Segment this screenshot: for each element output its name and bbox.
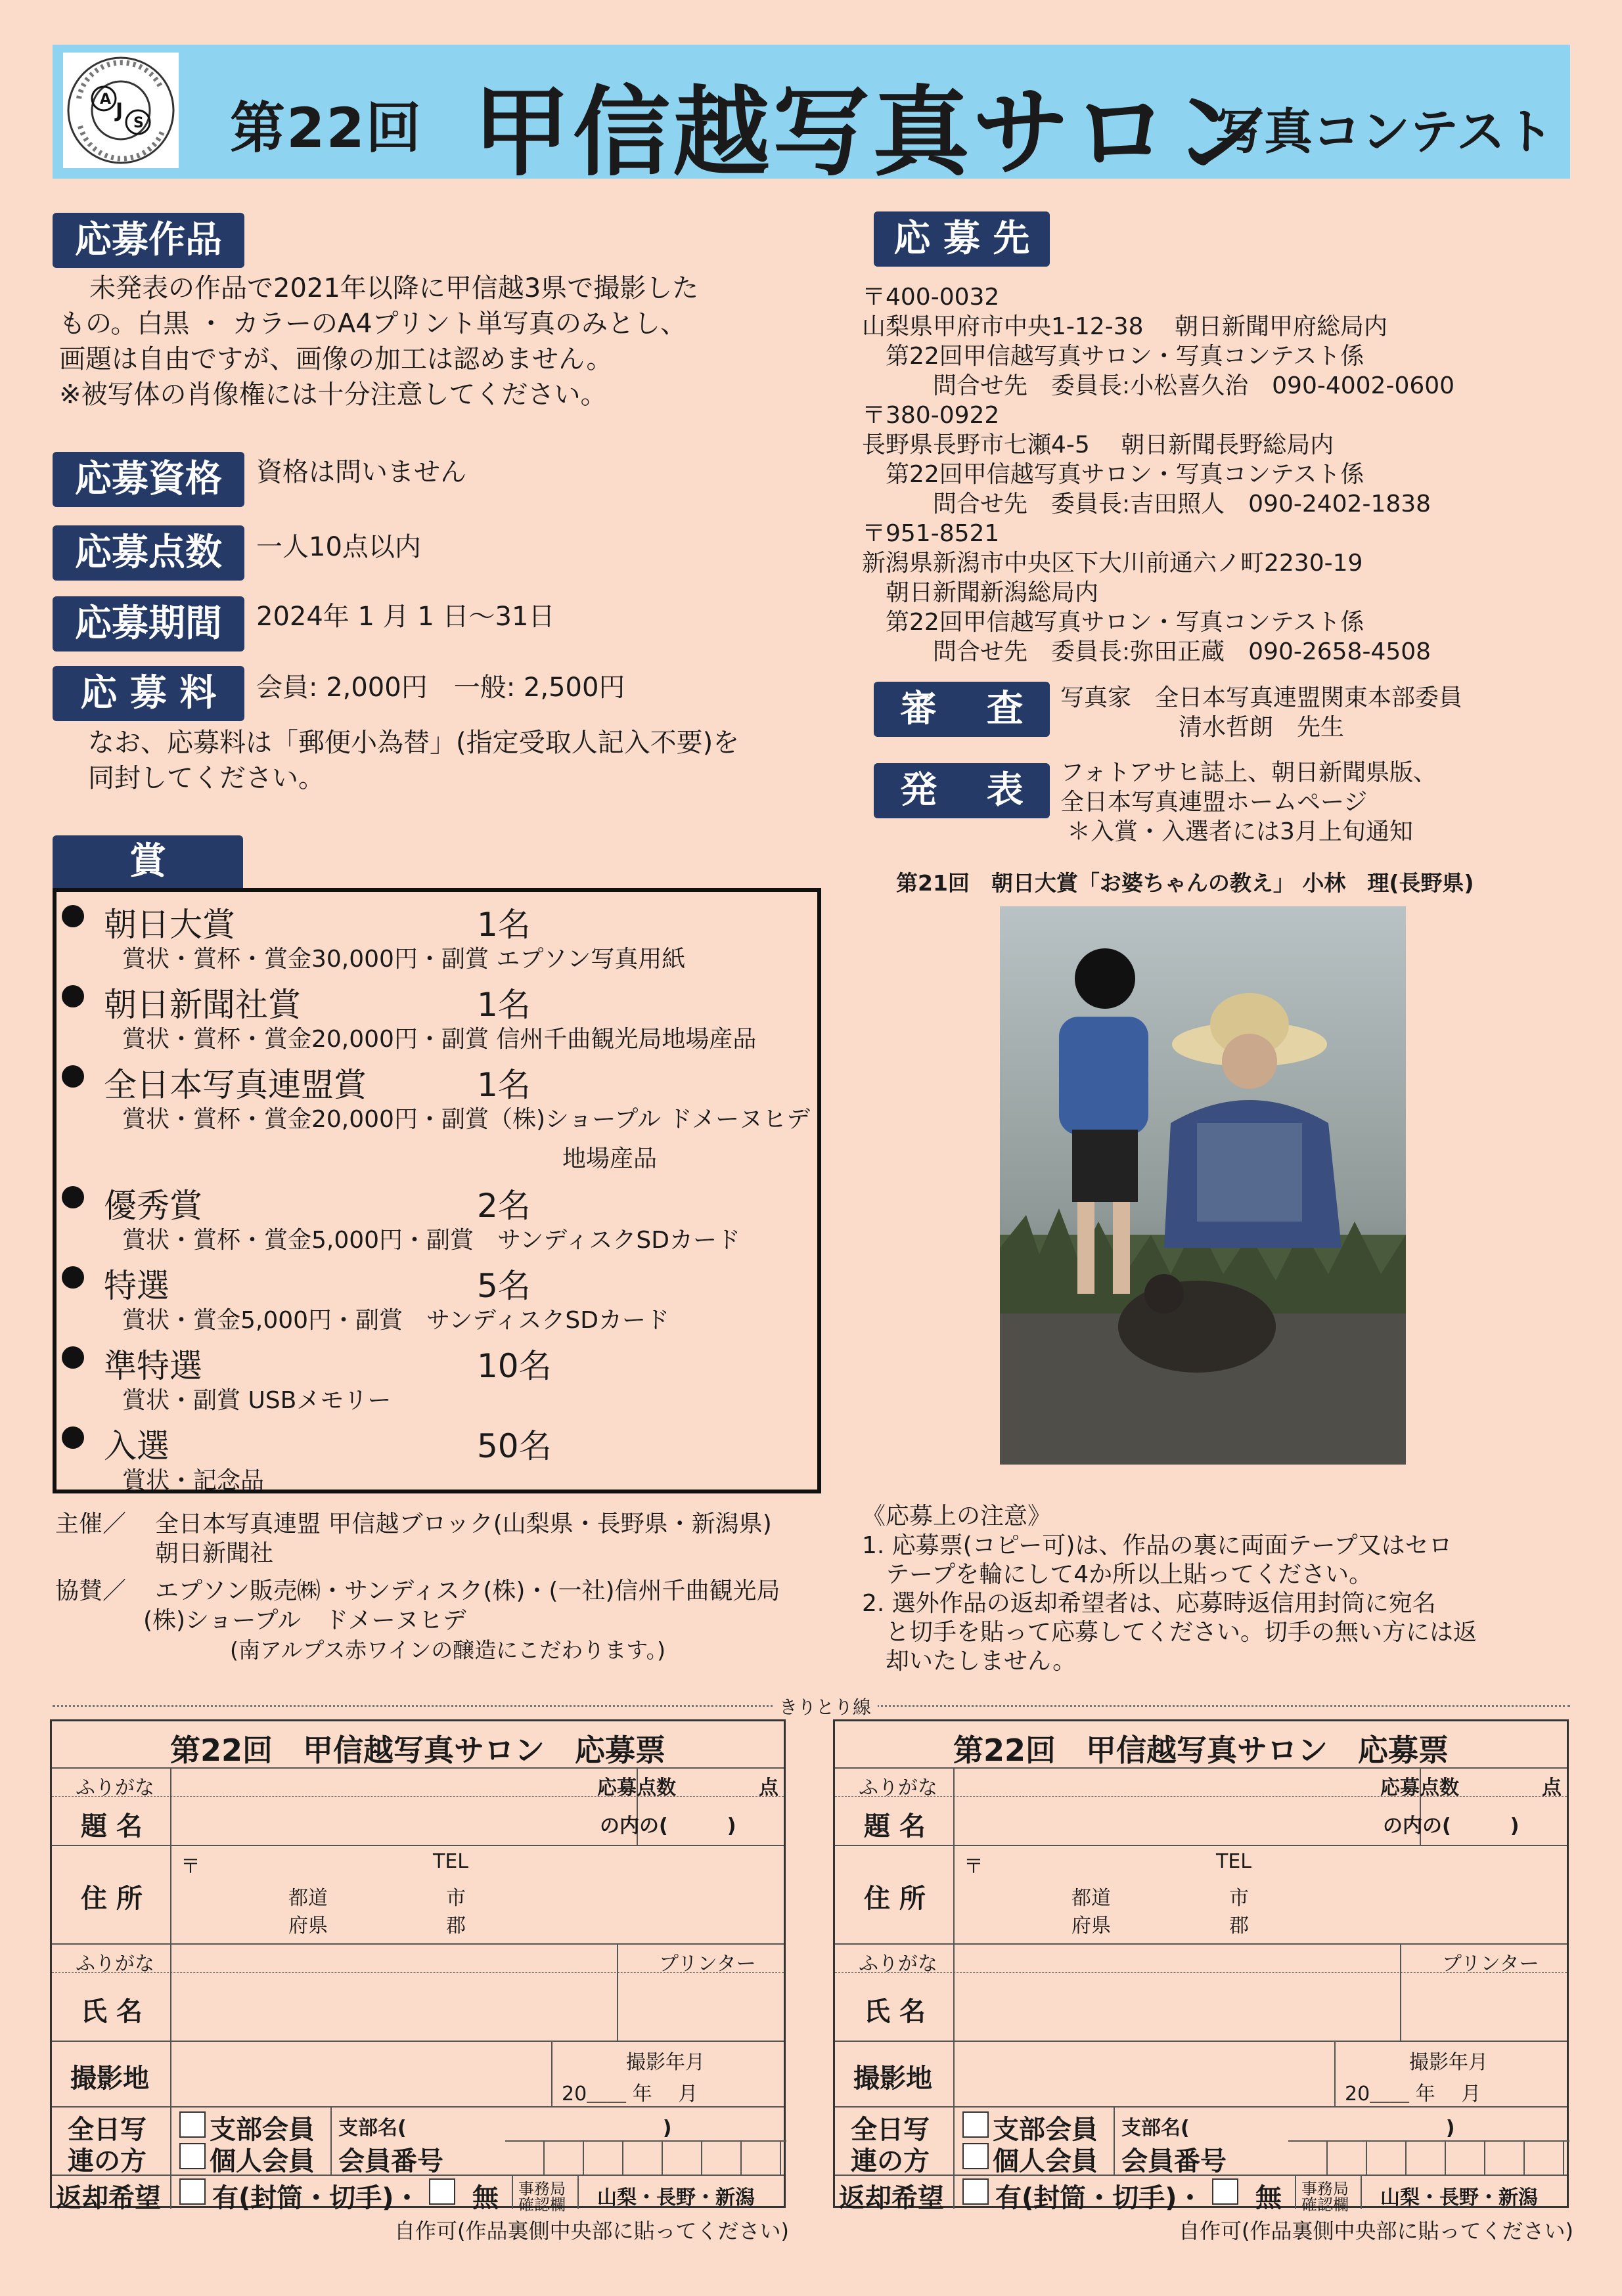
name-furigana-field[interactable] bbox=[170, 1943, 618, 1972]
location-field[interactable] bbox=[170, 2041, 552, 2106]
form-note-left: 自作可(作品裏側中央部に貼ってください) bbox=[394, 2219, 789, 2243]
form-title: 第22回 甲信越写真サロン 応募票 bbox=[169, 1733, 665, 1768]
individual-member-checkbox[interactable] bbox=[962, 2143, 989, 2169]
printer-field[interactable] bbox=[618, 1972, 784, 2041]
bullet-icon bbox=[62, 1266, 84, 1289]
support-text: エプソン販売㈱・サンディスク(株)・(一社)信州千曲観光局 (株)ショープル ドメーヌヒデ (南アルプス赤ワインの醸造にこだわります。) bbox=[143, 1578, 780, 1663]
qualification-label: 応募資格 bbox=[53, 452, 244, 507]
qualification-value: 資格は問いません bbox=[256, 457, 466, 487]
address-field[interactable] bbox=[953, 1845, 1567, 1943]
individual-member-checkbox[interactable] bbox=[179, 2143, 206, 2169]
shot-date-field[interactable]: 20＿＿ 年 月 bbox=[562, 2083, 698, 2106]
prizes-label: 賞 bbox=[53, 835, 243, 888]
notes-text: 1. 応募票(コピー可)は、作品の裏に両面テープ又はセロ テープを輪にして4か所以上貼ってください。 2. 選外作品の返却希望者は、応募時返信用封筒に宛名 と切手を貼って応募してください。切手の無い方には返 却いたしません。 bbox=[862, 1532, 1477, 1675]
subject-furigana-field[interactable] bbox=[953, 1767, 1421, 1796]
award-photo bbox=[1000, 906, 1406, 1465]
name-field[interactable] bbox=[953, 1972, 1401, 2041]
announce-label: 発 表 bbox=[874, 763, 1050, 818]
notes-title: 《応募上の注意》 bbox=[862, 1503, 1052, 1530]
form-note-right: 自作可(作品裏側中央部に貼ってください) bbox=[1179, 2219, 1573, 2243]
fee-value: 会員: 2,000円 一般: 2,500円 bbox=[256, 673, 625, 703]
form-title: 第22回 甲信越写真サロン 応募票 bbox=[953, 1733, 1449, 1768]
location-field[interactable] bbox=[953, 2041, 1336, 2106]
subject-furigana-field[interactable] bbox=[170, 1767, 638, 1796]
name-furigana-field[interactable] bbox=[953, 1943, 1401, 1972]
photo-caption: 第21回 朝日大賞「お婆ちゃんの教え」 小林 理(長野県) bbox=[896, 870, 1474, 896]
announce-text: フォトアサヒ誌上、朝日新聞県版、 全日本写真連盟ホームページ ＊入賞・入選者には3月上旬通知 bbox=[1060, 759, 1437, 845]
entry-form-left: 第22回 甲信越写真サロン 応募票 ふりがな 応募点数 点 題 名 の内の( ) 住 所 〒 TEL 都道 府県 市 郡 ふりがな プリンター 氏 名 撮影地 撮影年月 20＿＿ 年 月 全日写 連の方 支部会員 個人会員 支部名( ) 会員番号 返却希望 有(封筒・切手)・ 無 事務局 確認欄 山梨・長野・新潟 bbox=[50, 1719, 786, 2208]
prizes-box: 朝日大賞 1名 賞状・賞杯・賞金30,000円・副賞 エプソン写真用紙 朝日新聞社賞 1名 賞状・賞杯・賞金20,000円・副賞 信州千曲観光局地場産品 全日本写真連盟賞 1名 賞状・賞杯・賞金20,000円・副賞（株)ショープル ドメーヌヒデ 地場産品 優秀賞 2名 賞状・賞杯・賞金5,000円・副賞 サンディスクSDカード 特選 5名 賞状・賞金5,000円・副賞 サンディスクSDカード 準特選 10名 賞状・副賞 USBメモリー 入選 50名 賞状・記念品 bbox=[53, 888, 821, 1493]
address-field[interactable] bbox=[170, 1845, 784, 1943]
bullet-icon bbox=[62, 985, 84, 1007]
bullet-icon bbox=[62, 1065, 84, 1088]
entry-count-label: 応募点数 bbox=[53, 525, 244, 581]
return-no-checkbox[interactable] bbox=[429, 2178, 455, 2205]
entry-count-value: 一人10点以内 bbox=[256, 532, 421, 562]
fee-note: なお、応募料は「郵便小為替」(指定受取人記入不要)を 同封してください。 bbox=[88, 728, 740, 793]
branch-name-field[interactable]: 支部名( ) bbox=[338, 2117, 672, 2140]
return-no-checkbox[interactable] bbox=[1212, 2178, 1238, 2205]
organizer-label: 主催／ bbox=[55, 1511, 127, 1537]
judge-label: 審 査 bbox=[874, 682, 1050, 737]
ajs-logo bbox=[63, 53, 179, 168]
support-label: 協賛／ bbox=[55, 1578, 127, 1604]
branch-member-checkbox[interactable] bbox=[962, 2111, 989, 2138]
bullet-icon bbox=[62, 1346, 84, 1369]
salon-subtitle: 写真コンテスト bbox=[1215, 104, 1554, 160]
name-field[interactable] bbox=[170, 1972, 618, 2041]
salon-title: 甲信越写真サロン bbox=[473, 76, 1272, 189]
header-banner bbox=[53, 45, 1570, 189]
svg-text:A: A bbox=[100, 91, 112, 108]
entry-work-label: 応募作品 bbox=[53, 213, 244, 268]
period-label: 応募期間 bbox=[53, 596, 244, 651]
shot-date-field[interactable]: 20＿＿ 年 月 bbox=[1345, 2083, 1481, 2106]
edition-number: 第22回 bbox=[230, 96, 422, 160]
branch-name-field[interactable]: 支部名( ) bbox=[1121, 2117, 1455, 2140]
subject-field[interactable] bbox=[953, 1796, 1421, 1845]
entry-work-text: 未発表の作品で2021年以降に甲信越3県で撮影した もの。白黒 ・ カラーのA4プリント単写真のみとし、 画題は自由ですが、画像の加工は認めません。 ※被写体の肖像権には十分注意してください。 bbox=[59, 273, 699, 410]
branch-member-checkbox[interactable] bbox=[179, 2111, 206, 2138]
printer-field[interactable] bbox=[1401, 1972, 1567, 2041]
subject-field[interactable] bbox=[170, 1796, 638, 1845]
judge-text: 写真家 全日本写真連盟関東本部委員 清水哲朗 先生 bbox=[1060, 684, 1463, 741]
return-yes-checkbox[interactable] bbox=[179, 2178, 206, 2205]
return-yes-checkbox[interactable] bbox=[962, 2178, 989, 2205]
svg-text:J: J bbox=[116, 99, 124, 122]
fee-label: 応 募 料 bbox=[53, 666, 244, 721]
bullet-icon bbox=[62, 905, 84, 927]
destination-label: 応 募 先 bbox=[874, 211, 1050, 267]
bullet-icon bbox=[62, 1426, 84, 1449]
member-number-field[interactable] bbox=[505, 2140, 786, 2176]
bullet-icon bbox=[62, 1186, 84, 1208]
entry-form-right: 第22回 甲信越写真サロン 応募票 ふりがな 応募点数 点 題 名 の内の( ) 住 所 〒 TEL 都道 府県 市 郡 ふりがな プリンター 氏 名 撮影地 撮影年月 20＿＿ 年 月 全日写 連の方 支部会員 個人会員 支部名( ) 会員番号 返却希望 有(封筒・切手)・ 無 事務局 確認欄 山梨・長野・新潟 bbox=[833, 1719, 1569, 2208]
organizer-text: 全日本写真連盟 甲信越ブロック(山梨県・長野県・新潟県) 朝日新聞社 bbox=[155, 1511, 772, 1567]
period-value: 2024年 1 月 1 日～31日 bbox=[256, 602, 555, 632]
cut-line-label: きりとり線 bbox=[773, 1693, 878, 1719]
svg-text:S: S bbox=[133, 115, 144, 131]
member-number-field[interactable] bbox=[1288, 2140, 1569, 2176]
destination-text: 〒400-0032 山梨県甲府市中央1-12-38 朝日新聞甲府総局内 第22回甲信越写真サロン・写真コンテスト係 問合せ先 委員長:小松喜久治 090-4002-0600 〒380-0922 長野県長野市七瀬4-5 朝日新聞長野総局内 第22回甲信越写真サロン・写真コンテスト係 問合せ先 委員長:吉田照人 090-2402-1838 〒951-8521 新潟県新潟市中央区下大川前通六ノ町2230-19 朝日新聞新潟総局内 第22回甲信越写真サロン・写真コンテスト係 問合せ先 委員長:弥田正蔵 090-2658-4508 bbox=[862, 284, 1455, 665]
